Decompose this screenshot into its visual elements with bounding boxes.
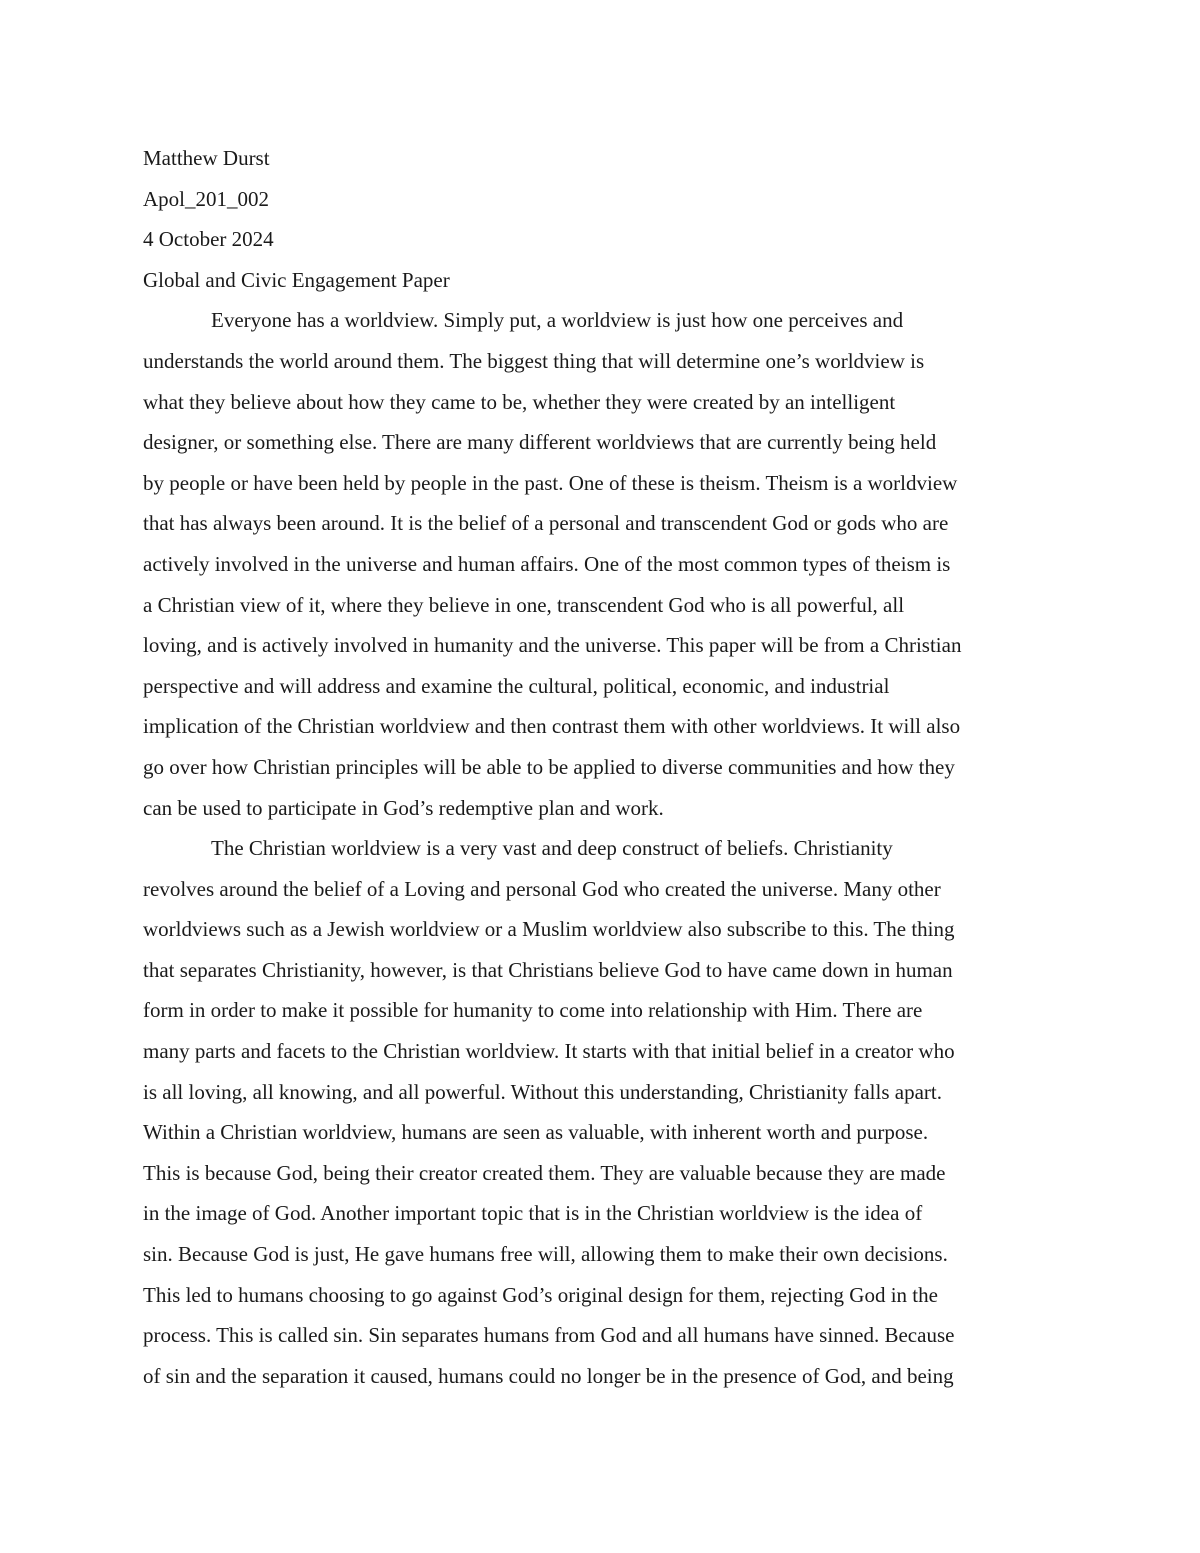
paragraph-line: actively involved in the universe and human affairs. One of the most common types of theism is — [143, 551, 951, 576]
paragraph-line: understands the world around them. The biggest thing that will determine one’s worldview is — [143, 348, 925, 373]
paragraph-line: what they believe about how they came to be, whether they were created by an intelligent — [143, 389, 896, 414]
author-name: Matthew Durst — [143, 146, 270, 170]
paragraph-line: is all loving, all knowing, and all powerful. Without this understanding, Christianity falls apart. — [143, 1079, 942, 1104]
header-block — [143, 138, 1063, 300]
paper-title: Global and Civic Engagement Paper — [143, 267, 450, 292]
body-paragraph — [143, 300, 1063, 828]
paragraph-line: can be used to participate in God’s redemptive plan and work. — [143, 795, 664, 820]
paragraph-line: many parts and facets to the Christian worldview. It starts with that initial belief in a creator who — [143, 1039, 955, 1064]
paragraph-line: This is because God, being their creator created them. They are valuable because they are made — [143, 1160, 946, 1185]
paragraph-line: This led to humans choosing to go against God’s original design for them, rejecting God in the — [143, 1282, 938, 1307]
paragraph-line: The Christian worldview is a very vast and deep construct of beliefs. Christianity — [211, 836, 893, 861]
paragraph-line: by people or have been held by people in the past. One of these is theism. Theism is a worldview — [143, 470, 958, 495]
paragraph-line: Everyone has a worldview. Simply put, a worldview is just how one perceives and — [211, 308, 904, 333]
paper-date: 4 October 2024 — [143, 227, 274, 252]
paragraph-line: worldviews such as a Jewish worldview or a Muslim worldview also subscribe to this. The thing — [143, 917, 955, 942]
paragraph-line: perspective and will address and examine the cultural, political, economic, and industrial — [143, 673, 890, 698]
paragraph-line: implication of the Christian worldview and then contrast them with other worldviews. It will also — [143, 714, 961, 739]
course-code: Apol_201_002 — [143, 186, 269, 211]
body-text — [143, 300, 1063, 1396]
paragraph-line: in the image of God. Another important topic that is in the Christian worldview is the idea of — [143, 1201, 923, 1226]
paragraph-line: go over how Christian principles will be able to be applied to diverse communities and how they — [143, 754, 955, 779]
paragraph-line: that has always been around. It is the belief of a personal and transcendent God or gods who are — [143, 511, 949, 536]
body-paragraph — [143, 828, 1063, 1396]
paragraph-line: that separates Christianity, however, is that Christians believe God to have came down in human — [143, 957, 953, 982]
paragraph-line: loving, and is actively involved in humanity and the universe. This paper will be from a Christian — [143, 633, 962, 658]
paragraph-line: form in order to make it possible for humanity to come into relationship with Him. There are — [143, 998, 923, 1023]
paragraph-line: revolves around the belief of a Loving and personal God who created the universe. Many other — [143, 876, 941, 901]
paragraph-line: a Christian view of it, where they believe in one, transcendent God who is all powerful, all — [143, 592, 905, 617]
paragraph-line: of sin and the separation it caused, humans could no longer be in the presence of God, and being — [143, 1363, 954, 1388]
paragraph-line: process. This is called sin. Sin separates humans from God and all humans have sinned. Because — [143, 1323, 955, 1348]
paragraph-line: sin. Because God is just, He gave humans free will, allowing them to make their own decisions. — [143, 1242, 948, 1267]
paragraph-line: designer, or something else. There are many different worldviews that are currently being held — [143, 430, 937, 455]
document-content — [143, 138, 1063, 1396]
paragraph-line: Within a Christian worldview, humans are seen as valuable, with inherent worth and purpose. — [143, 1120, 929, 1145]
